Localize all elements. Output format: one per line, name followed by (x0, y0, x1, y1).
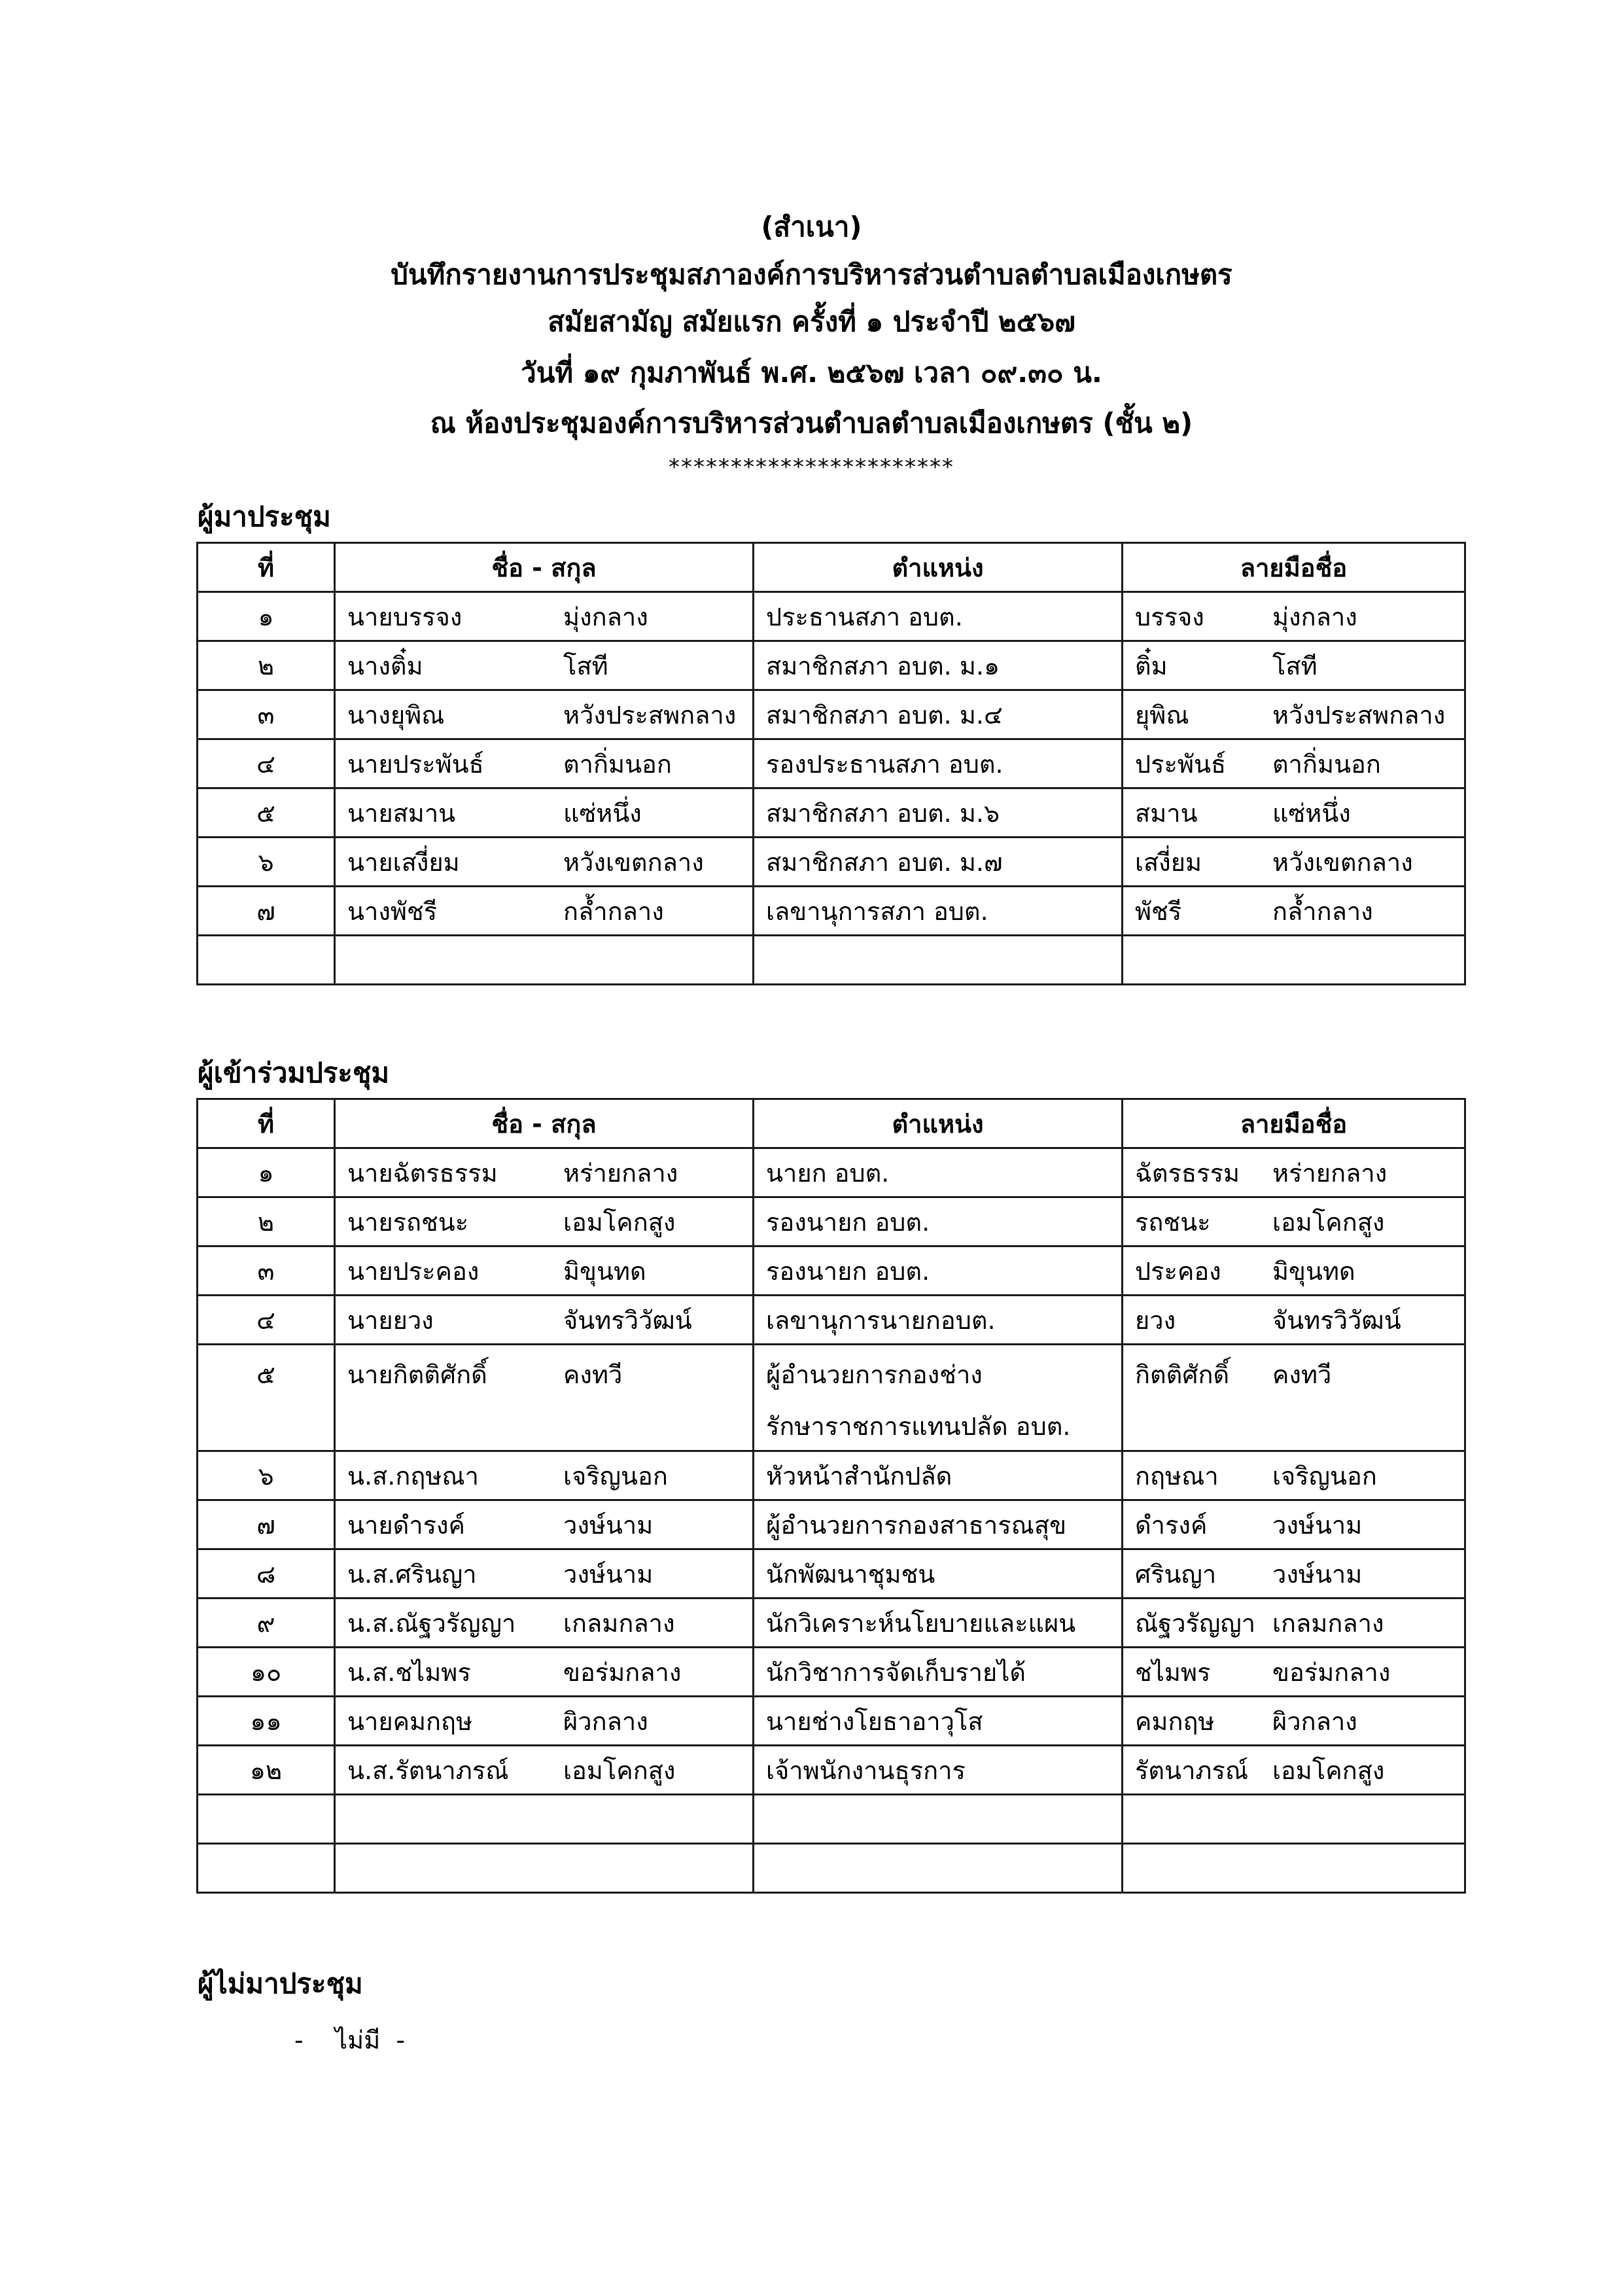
first-name: น.ส.ศรินญา (347, 1559, 477, 1589)
signature-last: วงษ์นาม (1272, 1510, 1363, 1540)
row-number: ๖ (198, 1451, 335, 1500)
signature-last: เอมโคกสูง (1272, 1207, 1385, 1237)
signature-last: วงษ์นาม (1272, 1559, 1363, 1589)
last-name: เจริญนอก (563, 1461, 668, 1491)
signature-first: ดำรงค์ (1135, 1510, 1208, 1540)
attendees-table (196, 542, 1466, 985)
copy-mark: (สำเนา) (761, 211, 862, 243)
table-row (198, 1197, 1465, 1246)
signature-first: ยวง (1135, 1305, 1176, 1335)
row-number: ๒ (198, 641, 335, 690)
signature-last: ตากิ่มนอก (1272, 749, 1381, 779)
last-name: มิขุนทด (563, 1256, 646, 1286)
full-name-cell (335, 592, 754, 641)
first-name: นายบรรจง (347, 602, 462, 631)
col-header-name: ชื่อ - สกุล (335, 543, 754, 592)
position-cell (754, 1246, 1123, 1296)
position-text: นักพัฒนาชุมชน (766, 1559, 935, 1589)
last-name: วงษ์นาม (563, 1559, 654, 1589)
position-cell (754, 838, 1123, 887)
signature-cell (1123, 1549, 1465, 1598)
table-row (198, 690, 1465, 739)
position-cell (754, 1746, 1123, 1795)
table-row (198, 592, 1465, 641)
signature-last: เกลมกลาง (1272, 1608, 1384, 1638)
signature-last: โสที (1272, 651, 1318, 680)
signature-last: กล้ำกลาง (1272, 896, 1373, 926)
row-number: ๕ (198, 788, 335, 838)
signature-first: ติ๋ม (1135, 651, 1168, 680)
position-cell (754, 592, 1123, 641)
last-name: เอมโคกสูง (563, 1207, 676, 1237)
position-text: รองประธานสภา อบต. (766, 749, 1003, 779)
signature-cell (1123, 690, 1465, 739)
position-text: หัวหน้าสำนักปลัด (766, 1461, 952, 1491)
last-name: ผิวกลาง (563, 1706, 648, 1736)
position-text: สมาชิกสภา อบต. ม.๑ (766, 651, 1000, 680)
signature-last: จันทรวิวัฒน์ (1272, 1305, 1401, 1335)
venue-line: ณ ห้องประชุมองค์การบริหารส่วนตำบลตำบลเมืองเกษตร (ชั้น ๒) (430, 407, 1193, 439)
position-text: สมาชิกสภา อบต. ม.๖ (766, 798, 1000, 828)
last-name: หวังเขตกลาง (563, 847, 704, 877)
signature-last: ขอร่มกลาง (1272, 1657, 1391, 1687)
full-name-cell (335, 690, 754, 739)
last-name: จันทรวิวัฒน์ (563, 1305, 692, 1335)
row-number: ๓ (198, 690, 335, 739)
session-line: สมัยสามัญ สมัยแรก ครั้งที่ ๑ ประจำปี ๒๕๖๗ (548, 306, 1075, 338)
attendees-label: ผู้มาประชุม (198, 501, 331, 533)
first-name: นางพัชรี (347, 896, 438, 926)
signature-cell (1123, 1148, 1465, 1197)
first-name: นายเสงี่ยม (347, 847, 460, 877)
signature-cell (1123, 1844, 1465, 1893)
row-number: ๑ (198, 592, 335, 641)
row-number (198, 1844, 335, 1893)
signature-cell (1123, 1246, 1465, 1296)
signature-last: ผิวกลาง (1272, 1706, 1357, 1736)
signature-first: กฤษณา (1135, 1461, 1219, 1491)
first-name: น.ส.กฤษณา (347, 1461, 479, 1491)
full-name-cell (335, 1598, 754, 1648)
position-cell (754, 1795, 1123, 1844)
signature-cell (1123, 788, 1465, 838)
full-name-cell (335, 1795, 754, 1844)
empty-row (198, 936, 1465, 985)
row-number: ๙ (198, 1598, 335, 1648)
table-row (198, 788, 1465, 838)
position-text: เลขานุการนายกอบต. (766, 1305, 996, 1335)
signature-first: พัชรี (1135, 896, 1182, 926)
position-cell (754, 739, 1123, 788)
date-time-line: วันที่ ๑๙ กุมภาพันธ์ พ.ศ. ๒๕๖๗ เวลา ๐๙.๓๐ น. (521, 357, 1102, 389)
position-cell (754, 690, 1123, 739)
col-header-signature: ลายมือชื่อ (1123, 543, 1465, 592)
empty-row (198, 1844, 1465, 1893)
position-text: เลขานุการสภา อบต. (766, 896, 988, 926)
position-text: นักวิชาการจัดเก็บรายได้ (766, 1657, 1026, 1687)
full-name-cell (335, 1697, 754, 1746)
row-number: ๗ (198, 887, 335, 936)
signature-first: ณัฐวรัญญา (1135, 1608, 1256, 1638)
position-text: ผู้อำนวยการกองสาธารณสุข (766, 1510, 1067, 1540)
signature-last: คงทวี (1272, 1360, 1332, 1389)
signature-cell (1123, 838, 1465, 887)
first-name: นายสมาน (347, 798, 456, 828)
full-name-cell (335, 1746, 754, 1795)
signature-first: ยุพิณ (1135, 700, 1189, 730)
position-text: สมาชิกสภา อบต. ม.๗ (766, 847, 1003, 877)
table-row (198, 1148, 1465, 1197)
position-cell (754, 1549, 1123, 1598)
signature-cell (1123, 1598, 1465, 1648)
signature-cell (1123, 1697, 1465, 1746)
first-name: นายฉัตรธรรม (347, 1158, 498, 1188)
row-number: ๑๑ (198, 1697, 335, 1746)
position-text: รองนายก อบต. (766, 1256, 930, 1286)
position-cell (754, 1296, 1123, 1345)
last-name: คงทวี (563, 1360, 623, 1389)
position-cell (754, 1844, 1123, 1893)
position-cell (754, 936, 1123, 985)
full-name-cell (335, 1197, 754, 1246)
first-name: นายประพันธ์ (347, 749, 484, 779)
signature-last: แซ่หนึ่ง (1272, 798, 1351, 828)
last-name: เอมโคกสูง (563, 1756, 676, 1785)
document-title: บันทึกรายงานการประชุมสภาองค์การบริหารส่วนตำบลตำบลเมืองเกษตร (391, 258, 1232, 291)
first-name: น.ส.ชไมพร (347, 1657, 471, 1687)
signature-cell (1123, 1345, 1465, 1451)
signature-cell (1123, 1746, 1465, 1795)
full-name-cell (335, 788, 754, 838)
last-name: วงษ์นาม (563, 1510, 654, 1540)
table-row (198, 1746, 1465, 1795)
first-name: นายคมกฤษ (347, 1706, 473, 1736)
table-row (198, 1648, 1465, 1697)
last-name: หร่ายกลาง (563, 1158, 678, 1188)
last-name: โสที (563, 651, 608, 680)
signature-cell (1123, 936, 1465, 985)
row-number: ๓ (198, 1246, 335, 1296)
position-text: รองนายก อบต. (766, 1207, 930, 1237)
last-name: กล้ำกลาง (563, 896, 664, 926)
row-number: ๔ (198, 1296, 335, 1345)
position-cell (754, 1500, 1123, 1549)
row-number: ๑ (198, 1148, 335, 1197)
signature-first: ฉัตรธรรม (1135, 1158, 1240, 1188)
participants-table (196, 1098, 1466, 1894)
first-name: นายกิตติศักดิ์ (347, 1360, 487, 1389)
col-header-name: ชื่อ - สกุล (335, 1099, 754, 1148)
signature-first: ศรินญา (1135, 1559, 1217, 1589)
signature-last: มุ่งกลาง (1272, 602, 1357, 631)
signature-first: รถชนะ (1135, 1207, 1211, 1237)
position-cell (754, 1197, 1123, 1246)
position-text: นายก อบต. (766, 1158, 890, 1188)
position-text: เจ้าพนักงานธุรการ (766, 1756, 966, 1785)
last-name: ตากิ่มนอก (563, 749, 672, 779)
first-name: นายดำรงค์ (347, 1510, 465, 1540)
position-text: สมาชิกสภา อบต. ม.๔ (766, 700, 1003, 730)
row-number: ๕ (198, 1345, 335, 1451)
first-name: น.ส.ณัฐวรัญญา (347, 1608, 516, 1638)
position-cell (754, 1345, 1123, 1451)
signature-first: ประพันธ์ (1135, 749, 1227, 779)
row-number: ๑๐ (198, 1648, 335, 1697)
table-row (198, 887, 1465, 936)
signature-cell (1123, 1500, 1465, 1549)
last-name: เกลมกลาง (563, 1608, 675, 1638)
table-row (198, 1345, 1465, 1451)
position-text: ประธานสภา อบต. (766, 602, 963, 631)
full-name-cell (335, 1345, 754, 1451)
signature-first: บรรจง (1135, 602, 1204, 631)
empty-row (198, 1795, 1465, 1844)
last-name: แซ่หนึ่ง (563, 798, 642, 828)
last-name: มุ่งกลาง (563, 602, 648, 631)
position-text-line2: รักษาราชการแทนปลัด อบต. (766, 1412, 1071, 1441)
full-name-cell (335, 1500, 754, 1549)
position-cell (754, 1451, 1123, 1500)
first-name: นายรถชนะ (347, 1207, 469, 1237)
table-row (198, 1296, 1465, 1345)
first-name: นายยวง (347, 1305, 434, 1335)
signature-cell (1123, 641, 1465, 690)
row-number: ๗ (198, 1500, 335, 1549)
signature-last: หวังเขตกลาง (1272, 847, 1413, 877)
full-name-cell (335, 739, 754, 788)
signature-last: หวังประสพกลาง (1272, 700, 1446, 730)
signature-last: เจริญนอก (1272, 1461, 1377, 1491)
first-name: นายประคอง (347, 1256, 480, 1286)
signature-first: รัตนาภรณ์ (1135, 1756, 1249, 1785)
signature-cell (1123, 739, 1465, 788)
table-row (198, 1451, 1465, 1500)
absentees-label: ผู้ไม่มาประชุม (198, 1968, 363, 2000)
row-number: ๘ (198, 1549, 335, 1598)
full-name-cell (335, 1549, 754, 1598)
attendees-header-row (198, 543, 1465, 592)
row-number: ๖ (198, 838, 335, 887)
signature-last: หร่ายกลาง (1272, 1158, 1387, 1188)
row-number: ๑๒ (198, 1746, 335, 1795)
full-name-cell (335, 1246, 754, 1296)
first-name: นางติ๋ม (347, 651, 423, 680)
first-name: นางยุพิณ (347, 700, 445, 730)
table-row (198, 1246, 1465, 1296)
position-cell (754, 788, 1123, 838)
col-header-no: ที่ (198, 1099, 335, 1148)
full-name-cell (335, 641, 754, 690)
row-number (198, 1795, 335, 1844)
table-row (198, 1697, 1465, 1746)
full-name-cell (335, 1451, 754, 1500)
row-number: ๔ (198, 739, 335, 788)
col-header-position: ตำแหน่ง (754, 543, 1123, 592)
signature-cell (1123, 1197, 1465, 1246)
signature-last: เอมโคกสูง (1272, 1756, 1385, 1785)
full-name-cell (335, 887, 754, 936)
full-name-cell (335, 1296, 754, 1345)
signature-first: ชไมพร (1135, 1657, 1211, 1687)
col-header-signature: ลายมือชื่อ (1123, 1099, 1465, 1148)
position-cell (754, 1648, 1123, 1697)
signature-cell (1123, 887, 1465, 936)
position-cell (754, 1697, 1123, 1746)
signature-cell (1123, 1648, 1465, 1697)
signature-cell (1123, 1451, 1465, 1500)
col-header-no: ที่ (198, 543, 335, 592)
first-name: น.ส.รัตนาภรณ์ (347, 1756, 509, 1785)
position-cell (754, 641, 1123, 690)
position-text: นักวิเคราะห์นโยบายและแผน (766, 1608, 1076, 1638)
participants-header-row (198, 1099, 1465, 1148)
full-name-cell (335, 936, 754, 985)
position-text: ผู้อำนวยการกองช่าง (766, 1360, 983, 1389)
position-cell (754, 1148, 1123, 1197)
full-name-cell (335, 1148, 754, 1197)
table-row (198, 838, 1465, 887)
signature-first: กิตติศักดิ์ (1135, 1360, 1230, 1389)
signature-cell (1123, 1296, 1465, 1345)
absentees-none: - ไม่มี - (294, 2026, 406, 2055)
full-name-cell (335, 1844, 754, 1893)
full-name-cell (335, 1648, 754, 1697)
position-cell (754, 1598, 1123, 1648)
signature-cell (1123, 592, 1465, 641)
table-row (198, 641, 1465, 690)
full-name-cell (335, 838, 754, 887)
position-cell (754, 887, 1123, 936)
signature-last: มิขุนทด (1272, 1256, 1355, 1286)
signature-first: ประคอง (1135, 1256, 1221, 1286)
separator-line: *********************** (669, 454, 954, 480)
last-name: หวังประสพกลาง (563, 700, 737, 730)
table-row (198, 1598, 1465, 1648)
signature-first: เสงี่ยม (1135, 847, 1202, 877)
position-text: นายช่างโยธาอาวุโส (766, 1706, 983, 1736)
table-row (198, 1500, 1465, 1549)
table-row (198, 1549, 1465, 1598)
row-number: ๒ (198, 1197, 335, 1246)
last-name: ขอร่มกลาง (563, 1657, 682, 1687)
row-number (198, 936, 335, 985)
participants-label: ผู้เข้าร่วมประชุม (198, 1057, 390, 1089)
signature-cell (1123, 1795, 1465, 1844)
table-row (198, 739, 1465, 788)
signature-first: สมาน (1135, 798, 1198, 828)
signature-first: คมกฤษ (1135, 1706, 1215, 1736)
col-header-position: ตำแหน่ง (754, 1099, 1123, 1148)
